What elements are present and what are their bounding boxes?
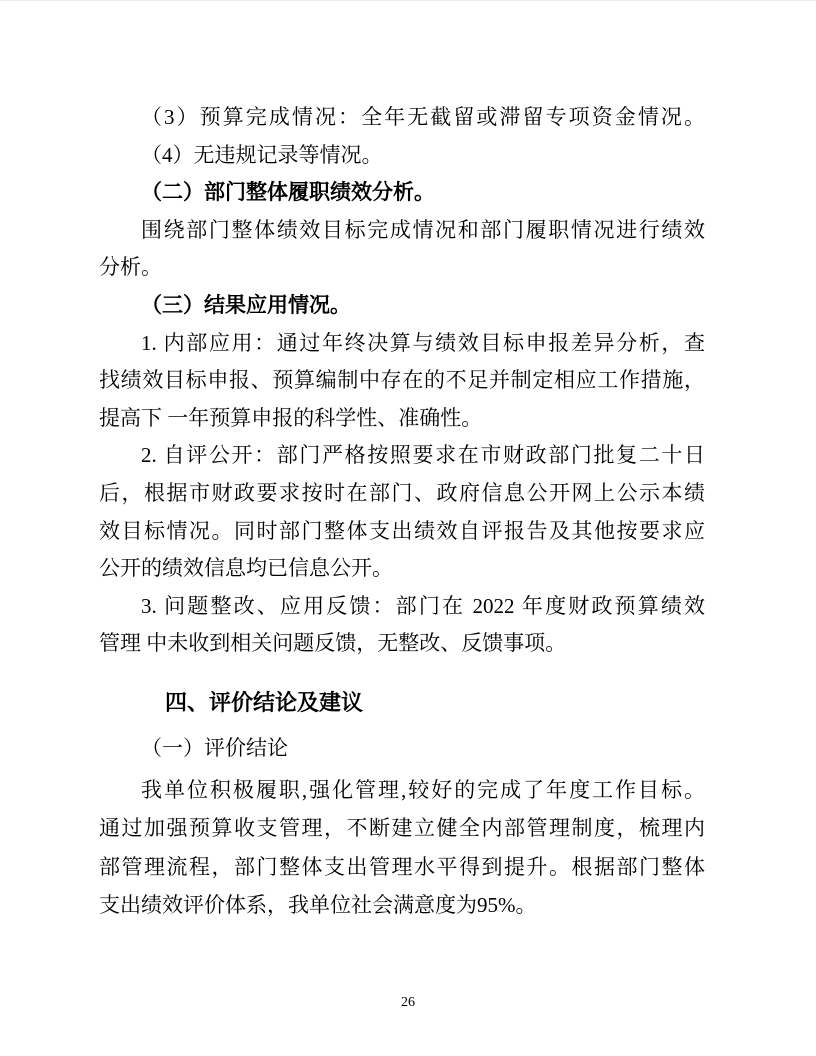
para-evaluation-conclusion-line-1: 我单位积极履职,强化管理,较好的完成了年度工作目标。 xyxy=(141,777,705,802)
para-self-evaluation-disclosure-line-1: 2. 自评公开：部门严格按照要求在市财政部门批复二十日 xyxy=(141,443,705,468)
para-evaluation-conclusion-line-4: 支出绩效评价体系，我单位社会满意度为95%。 xyxy=(99,893,537,918)
para-self-evaluation-disclosure-line-4: 公开的绩效信息均已信息公开。 xyxy=(99,556,393,581)
para-performance-analysis-line-1: 围绕部门整体绩效目标完成情况和部门履职情况进行绩效 xyxy=(141,217,705,242)
heading-3-result-application: （三）结果应用情况。 xyxy=(141,292,351,317)
list-item-3-budget-completion: （3）预算完成情况：全年无截留或滞留专项资金情况。 xyxy=(141,105,705,129)
para-evaluation-conclusion-line-3: 部管理流程，部门整体支出管理水平得到提升。根据部门整体 xyxy=(99,854,705,879)
para-self-evaluation-disclosure-line-2: 后，根据市财政要求按时在部门、政府信息公开网上公示本绩 xyxy=(99,480,705,505)
para-performance-analysis-line-2: 分析。 xyxy=(99,255,162,280)
para-self-evaluation-disclosure-line-3: 效目标情况。同时部门整体支出绩效自评报告及其他按要求应 xyxy=(99,518,705,543)
heading-2-department-performance-analysis: （二）部门整体履职绩效分析。 xyxy=(141,180,435,205)
list-item-4-no-violations: （4）无违规记录等情况。 xyxy=(141,142,383,167)
page-number: 26 xyxy=(401,995,415,1010)
para-evaluation-conclusion-line-2: 通过加强预算收支管理，不断建立健全内部管理制度，梳理内 xyxy=(99,816,705,841)
subheading-1-evaluation-conclusion: （一）评价结论 xyxy=(141,735,288,760)
para-problem-rectification-line-2: 管理 中未收到相关问题反馈，无整改、反馈事项。 xyxy=(99,631,567,656)
page-content xyxy=(99,99,705,924)
para-internal-application-line-1: 1. 内部应用：通过年终决算与绩效目标申报差异分析，查 xyxy=(141,330,705,355)
section-heading-4-conclusion-and-suggestions: 四、评价结论及建议 xyxy=(165,689,364,715)
para-internal-application-line-3: 提高下 一年预算申报的科学性、准确性。 xyxy=(99,405,483,430)
para-internal-application-line-2: 找绩效目标申报、预算编制中存在的不足并制定相应工作措施， xyxy=(99,368,705,393)
para-problem-rectification-line-1: 3. 问题整改、应用反馈：部门在 2022 年度财政预算绩效 xyxy=(141,593,705,618)
